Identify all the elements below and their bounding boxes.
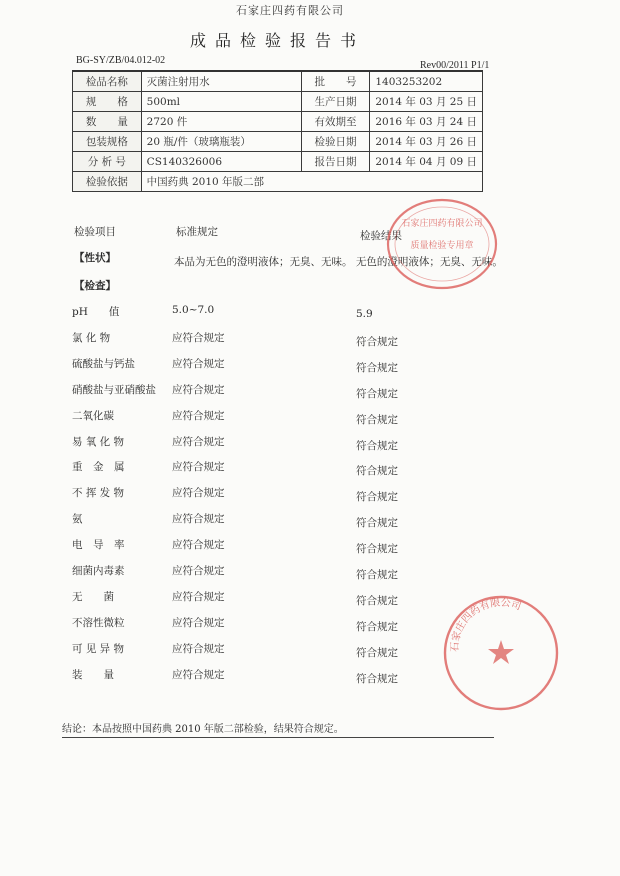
test-item-name: 电 导 率 xyxy=(72,539,125,552)
info-value: 2014 年 03 月 25 日 xyxy=(370,92,483,112)
info-label: 生产日期 xyxy=(301,92,370,112)
test-item-name: 无 菌 xyxy=(72,590,114,603)
test-item-name: 可 见 异 物 xyxy=(72,642,125,655)
info-row xyxy=(73,71,483,92)
test-result: 符合规定 xyxy=(356,569,398,581)
test-row xyxy=(0,511,620,531)
qc-seal-stamp xyxy=(384,196,500,292)
test-row xyxy=(0,485,620,505)
test-item-name: 不 挥 发 物 xyxy=(72,487,125,500)
info-label: 分 析 号 xyxy=(73,152,142,172)
conclusion-text: 结论：本品按照中国药典 2010 年版二部检验，结果符合规定。 xyxy=(62,724,344,735)
test-standard: 应符合规定 xyxy=(172,565,225,577)
info-value: 2016 年 03 月 24 日 xyxy=(370,112,483,132)
test-row xyxy=(0,434,620,454)
test-result: 5.9 xyxy=(356,308,373,320)
info-row xyxy=(73,92,483,112)
test-standard: 5.0~7.0 xyxy=(172,304,215,316)
test-item-name: 硝酸盐与亚硝酸盐 xyxy=(72,383,156,396)
test-standard: 应符合规定 xyxy=(172,668,225,681)
test-result: 符合规定 xyxy=(356,672,398,685)
info-label: 检验依据 xyxy=(73,172,142,192)
test-standard: 应符合规定 xyxy=(172,461,225,474)
test-result: 符合规定 xyxy=(356,620,398,633)
info-label: 有效期至 xyxy=(301,112,370,132)
test-standard: 应符合规定 xyxy=(172,487,225,500)
test-standard: 应符合规定 xyxy=(172,539,225,552)
test-row xyxy=(0,382,620,402)
star-icon xyxy=(488,640,514,664)
test-item-name: 氨 xyxy=(72,513,83,526)
company-round-seal xyxy=(440,592,562,714)
test-result: 符合规定 xyxy=(356,594,398,607)
test-standard: 应符合规定 xyxy=(172,642,225,655)
info-label: 检品名称 xyxy=(73,71,142,92)
seal-lettering: 石家庄四药有限公司 xyxy=(449,597,523,653)
svg-text:石家庄四药有限公司 xyxy=(449,597,523,653)
product-info-table xyxy=(72,70,483,192)
appearance-description: 本品为无色的澄明液体；无臭、无味。 无色的澄明液体；无臭、无味。 xyxy=(174,256,503,268)
test-item-name: 装 量 xyxy=(72,668,114,681)
info-label: 批 号 xyxy=(301,71,370,92)
test-standard: 应符合规定 xyxy=(172,383,225,396)
test-row xyxy=(0,330,620,350)
test-result: 符合规定 xyxy=(356,517,398,530)
info-label: 规 格 xyxy=(73,92,142,112)
test-row xyxy=(0,408,620,428)
test-item-name: 重 金 属 xyxy=(72,461,125,474)
test-result: 符合规定 xyxy=(356,465,398,478)
test-result: 符合规定 xyxy=(356,491,398,504)
info-value: 2014 年 03 月 26 日 xyxy=(370,132,483,152)
column-header-item: 检验项目 xyxy=(74,226,116,238)
bottom-rule xyxy=(62,737,494,738)
seal-lettering: 石家庄四药有限公司 xyxy=(401,219,483,229)
test-standard: 应符合规定 xyxy=(172,435,225,448)
test-result: 符合规定 xyxy=(356,646,398,659)
info-value: 1403253202 xyxy=(370,71,483,92)
report-title: 成品检验报告书 xyxy=(190,31,366,50)
info-label: 数 量 xyxy=(73,112,142,132)
test-item-name: 氯 化 物 xyxy=(72,331,111,344)
test-standard: 应符合规定 xyxy=(172,590,225,603)
test-row xyxy=(0,563,620,583)
test-result: 符合规定 xyxy=(356,387,398,400)
test-standard: 应符合规定 xyxy=(172,513,225,526)
info-row xyxy=(73,152,483,172)
info-value: 2014 年 04 月 09 日 xyxy=(370,152,483,172)
info-label: 检验日期 xyxy=(301,132,370,152)
info-value: 灭菌注射用水 xyxy=(141,71,301,92)
section-tests: 【检查】 xyxy=(74,280,116,292)
test-item-name: 细菌内毒素 xyxy=(72,565,125,577)
revision-page: Rev00/2011 P1/1 xyxy=(420,60,490,71)
test-item-name: 硫酸盐与钙盐 xyxy=(72,357,135,370)
info-row xyxy=(73,172,483,192)
test-item-name: pH 值 xyxy=(72,306,120,318)
column-header-result: 检验结果 xyxy=(360,230,402,242)
info-value: CS140326006 xyxy=(141,152,301,172)
test-standard: 应符合规定 xyxy=(172,331,225,344)
info-row xyxy=(73,132,483,152)
info-label: 包装规格 xyxy=(73,132,142,152)
test-result: 符合规定 xyxy=(356,335,398,348)
info-value: 500ml xyxy=(141,92,301,112)
test-row xyxy=(0,537,620,557)
column-header-standard: 标准规定 xyxy=(176,226,218,238)
test-standard: 应符合规定 xyxy=(172,409,225,422)
test-result: 符合规定 xyxy=(356,543,398,556)
test-result: 符合规定 xyxy=(356,439,398,452)
info-row xyxy=(73,112,483,132)
test-item-name: 二氧化碳 xyxy=(72,409,114,422)
company-name: 石家庄四药有限公司 xyxy=(236,4,344,17)
test-standard: 应符合规定 xyxy=(172,357,225,370)
test-item-name: 不溶性微粒 xyxy=(72,616,125,629)
test-result: 符合规定 xyxy=(356,361,398,374)
info-value: 20 瓶/件（玻璃瓶装） xyxy=(141,132,301,152)
test-item-name: 易 氧 化 物 xyxy=(72,435,125,448)
info-label: 报告日期 xyxy=(301,152,370,172)
seal-lettering: 质量检验专用章 xyxy=(410,241,474,251)
section-appearance: 【性状】 xyxy=(74,252,116,264)
test-row xyxy=(0,356,620,376)
document-number: BG-SY/ZB/04.012-02 xyxy=(76,55,166,66)
test-row xyxy=(0,459,620,479)
info-value: 2720 件 xyxy=(141,112,301,132)
test-standard: 应符合规定 xyxy=(172,616,225,629)
test-row xyxy=(0,304,620,324)
info-value: 中国药典 2010 年版二部 xyxy=(141,172,482,192)
test-result: 符合规定 xyxy=(356,413,398,426)
